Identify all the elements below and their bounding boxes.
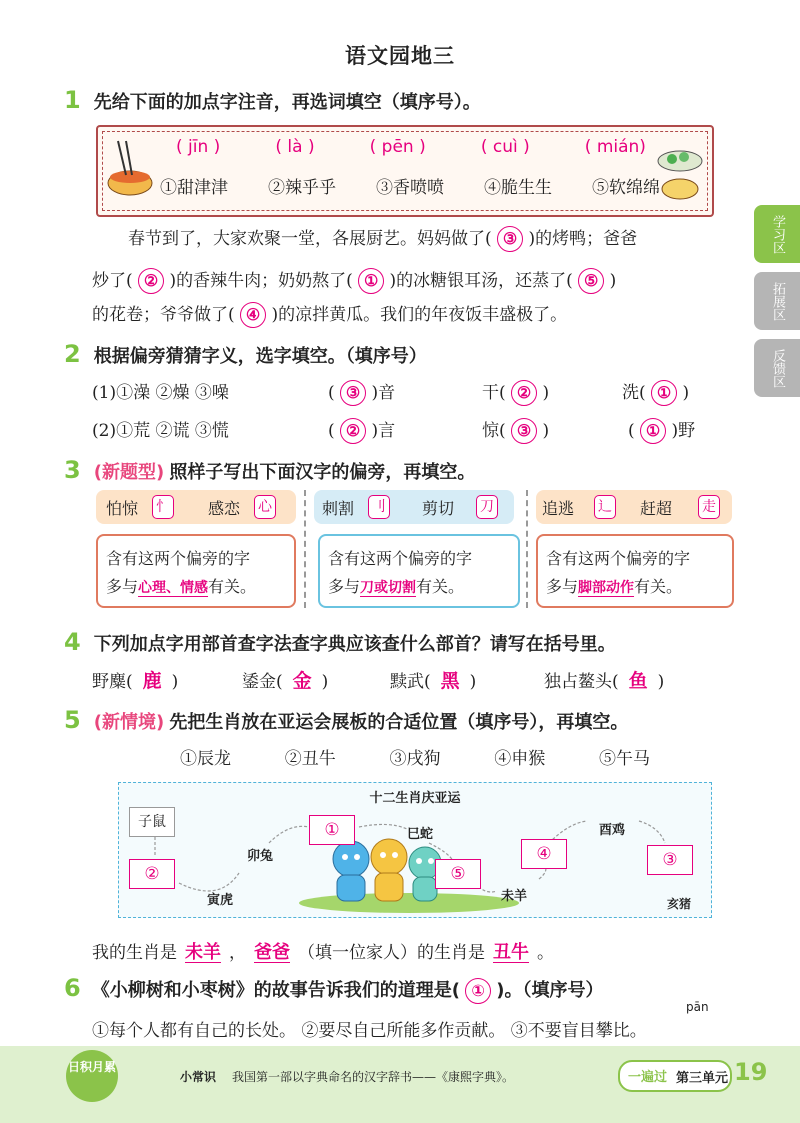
q4-items bbox=[92, 666, 732, 696]
q2-header bbox=[64, 340, 427, 368]
q1-text: 先给下面的加点字注音，再选词填空（填序号）。 bbox=[93, 92, 481, 113]
divider bbox=[526, 490, 528, 608]
text: ) bbox=[469, 672, 477, 692]
answer[interactable]: ① bbox=[651, 380, 677, 406]
word-5: ⑤软绵绵 bbox=[592, 178, 660, 198]
text: ( bbox=[628, 421, 635, 441]
divider bbox=[304, 490, 306, 608]
zodiac-sishe: 巳蛇 bbox=[407, 827, 434, 842]
q1-para-line1 bbox=[128, 224, 637, 252]
q2-text: 根据偏旁猜猜字义，选字填空。（填序号） bbox=[93, 346, 427, 367]
q6-options: ①每个人都有自己的长处。 ②要尽自己所能多作贡献。 ③不要盲目攀比。 bbox=[92, 1021, 647, 1041]
page-title: 语文园地三 bbox=[345, 44, 455, 68]
side-tab-expand[interactable]: 拓展区 bbox=[754, 272, 800, 330]
word-pair: 追逃 bbox=[542, 499, 575, 518]
q5-options bbox=[180, 744, 650, 769]
answer[interactable]: 丑牛 bbox=[493, 942, 529, 963]
text: ) bbox=[609, 271, 617, 291]
q2-row1-options: (1)①澡 ②燥 ③噪 bbox=[92, 383, 229, 403]
q4-number: 4 bbox=[64, 628, 81, 656]
q1-para-line3 bbox=[92, 300, 567, 328]
answer[interactable]: 黑 bbox=[440, 670, 460, 692]
radical-answer[interactable]: 辶 bbox=[594, 495, 616, 519]
q3-group2-box bbox=[318, 534, 520, 608]
q4-header bbox=[64, 628, 616, 656]
q6-text: 《小柳树和小枣树》的故事告诉我们的道理是( bbox=[91, 980, 461, 1001]
answer[interactable]: 脚部动作 bbox=[578, 580, 635, 596]
zodiac-weiyang: 未羊 bbox=[501, 889, 528, 904]
sentence: 含有这两个偏旁的字 bbox=[328, 549, 473, 568]
text: )言 bbox=[371, 421, 396, 441]
zodiac-answer-box-1[interactable]: ② bbox=[129, 859, 175, 889]
zodiac-option: ④申猴 bbox=[494, 749, 546, 769]
q3-group2-header bbox=[314, 490, 514, 524]
text: )野 bbox=[671, 421, 696, 441]
q3-group3-header bbox=[536, 490, 732, 524]
word-pair: 剪切 bbox=[422, 499, 455, 518]
page-number: 19 bbox=[734, 1058, 768, 1086]
pinyin-2: ( là ) bbox=[275, 137, 315, 157]
text: )音 bbox=[371, 383, 396, 403]
pinyin-4: ( cuì ) bbox=[480, 137, 530, 157]
q5-header bbox=[64, 706, 628, 734]
q4-text: 下列加点字用部首查字法查字典应该查什么部首？请写在括号里。 bbox=[93, 634, 616, 655]
text: 干( bbox=[482, 383, 506, 403]
answer[interactable]: ③ bbox=[511, 418, 537, 444]
text: ) bbox=[542, 383, 550, 403]
zodiac-zishu: 子鼠 bbox=[129, 807, 175, 837]
zodiac-answer-box-5[interactable]: ③ bbox=[647, 845, 693, 875]
radical-answer[interactable]: 走 bbox=[698, 495, 720, 519]
pinyin-5: ( mián) bbox=[584, 137, 646, 157]
zodiac-maotu: 卯兔 bbox=[247, 849, 274, 864]
q2-row2-options: (2)①荒 ②谎 ③慌 bbox=[92, 421, 229, 441]
radical-answer[interactable]: 刀 bbox=[476, 495, 498, 519]
footer-brand-pill bbox=[618, 1060, 732, 1092]
text: 洗( bbox=[622, 383, 646, 403]
word-1: ①甜津津 bbox=[160, 178, 228, 198]
text: 有关。 bbox=[416, 577, 465, 596]
text: 野麋( bbox=[92, 672, 133, 692]
text: ) bbox=[682, 383, 690, 403]
q5-number: 5 bbox=[64, 706, 81, 734]
radical-answer[interactable]: 忄 bbox=[152, 495, 174, 519]
q3-group3-box bbox=[536, 534, 734, 608]
sentence: 含有这两个偏旁的字 bbox=[546, 549, 691, 568]
pinyin-3: ( pēn ) bbox=[369, 137, 426, 157]
radical-answer[interactable]: 心 bbox=[254, 495, 276, 519]
text: ) bbox=[171, 672, 179, 692]
side-tab-study[interactable]: 学习区 bbox=[754, 205, 800, 263]
q5-text: 先把生肖放在亚运会展板的合适位置（填序号），再填空。 bbox=[169, 712, 629, 733]
q1-words-row bbox=[160, 173, 660, 198]
answer[interactable]: 鹿 bbox=[142, 670, 162, 692]
text: )的香辣牛肉；奶奶熬了( bbox=[169, 271, 353, 291]
answer[interactable]: ② bbox=[138, 268, 164, 294]
zodiac-answer-box-4[interactable]: ④ bbox=[521, 839, 567, 869]
text: )的冰糖银耳汤，还蒸了( bbox=[389, 271, 573, 291]
answer[interactable]: 爸爸 bbox=[254, 942, 290, 963]
text: ， bbox=[229, 943, 246, 963]
text: 多与 bbox=[546, 577, 579, 596]
q1-para-line2 bbox=[92, 266, 616, 294]
text: 的花卷；爷爷做了( bbox=[92, 305, 235, 325]
word-3: ③香喷喷 bbox=[376, 178, 444, 198]
text: ( bbox=[328, 421, 335, 441]
text: 多与 bbox=[106, 577, 139, 596]
text: 炒了( bbox=[92, 271, 133, 291]
q3-number: 3 bbox=[64, 456, 81, 484]
q5-fill bbox=[92, 938, 554, 964]
footer-badge: 日积月累 bbox=[66, 1050, 118, 1102]
food-bowl-icon bbox=[104, 137, 156, 203]
zodiac-option: ②丑牛 bbox=[284, 749, 336, 769]
q3-text: 照样子写出下面汉字的偏旁，再填空。 bbox=[169, 462, 476, 483]
side-tab-feedback[interactable]: 反馈区 bbox=[754, 339, 800, 397]
q3-group1-header bbox=[96, 490, 296, 524]
q3-header bbox=[64, 456, 475, 484]
text: 鋈金( bbox=[242, 672, 283, 692]
text: ( bbox=[328, 383, 335, 403]
word-pair: 赶超 bbox=[640, 499, 673, 518]
q1-number: 1 bbox=[64, 86, 81, 114]
brand-name: 一遍过 bbox=[628, 1070, 668, 1085]
text: 有关。 bbox=[634, 577, 683, 596]
answer[interactable]: ② bbox=[511, 380, 537, 406]
answer[interactable]: 金 bbox=[292, 670, 312, 692]
text: ) bbox=[542, 421, 550, 441]
zodiac-option: ⑤午马 bbox=[599, 749, 650, 769]
text: 春节到了，大家欢聚一堂，各展厨艺。妈妈做了( bbox=[128, 229, 492, 249]
answer[interactable]: 鱼 bbox=[628, 670, 648, 692]
answer[interactable]: ④ bbox=[240, 302, 266, 328]
radical-answer[interactable]: 刂 bbox=[368, 495, 390, 519]
word-pair: 刺割 bbox=[322, 499, 355, 518]
zodiac-option: ①辰龙 bbox=[180, 749, 231, 769]
text: （填一位家人）的生肖是 bbox=[298, 943, 485, 963]
q5-tag: (新情境) bbox=[93, 712, 165, 733]
board-title: 十二生肖庆亚运 bbox=[369, 791, 461, 806]
text: 我的生肖是 bbox=[92, 943, 177, 963]
answer[interactable]: 刀或切割 bbox=[360, 580, 417, 596]
zodiac-board bbox=[118, 782, 712, 918]
text: 惊( bbox=[482, 421, 506, 441]
answer[interactable]: ⑤ bbox=[578, 268, 604, 294]
q6-number: 6 bbox=[64, 974, 81, 1002]
text: )的凉拌黄瓜。我们的年夜饭丰盛极了。 bbox=[271, 305, 568, 325]
text: 黩武( bbox=[390, 672, 431, 692]
text: 。 bbox=[537, 943, 554, 963]
footer-label: 小常识 bbox=[180, 1070, 217, 1084]
word-pair: 怕惊 bbox=[106, 499, 139, 518]
word-4: ④脆生生 bbox=[484, 178, 552, 198]
unit-label: 第三单元 bbox=[676, 1071, 729, 1086]
sentence: 含有这两个偏旁的字 bbox=[106, 549, 251, 568]
zodiac-haizhu: 亥猪 bbox=[667, 897, 692, 911]
answer[interactable]: ③ bbox=[340, 380, 366, 406]
word-2: ②辣乎乎 bbox=[268, 178, 336, 198]
q2-row2 bbox=[92, 416, 732, 446]
zodiac-yinhu: 寅虎 bbox=[207, 893, 234, 908]
text: ) bbox=[321, 672, 329, 692]
q1-pinyin-row bbox=[176, 137, 646, 157]
answer[interactable]: ③ bbox=[497, 226, 523, 252]
q2-row1 bbox=[92, 378, 732, 408]
answer[interactable]: 未羊 bbox=[185, 942, 221, 963]
pinyin-1: ( jīn ) bbox=[176, 137, 221, 157]
zodiac-answer-box-3[interactable]: ⑤ bbox=[435, 859, 481, 889]
answer[interactable]: 心理、情感 bbox=[138, 580, 209, 596]
q1-header bbox=[64, 86, 481, 114]
text: )的烤鸭；爸爸 bbox=[528, 229, 638, 249]
answer[interactable]: ② bbox=[340, 418, 366, 444]
q2-number: 2 bbox=[64, 340, 81, 368]
text: 独占鳌头( bbox=[544, 672, 619, 692]
zodiac-option: ③戌狗 bbox=[389, 749, 441, 769]
q6-pinyin: pān bbox=[686, 1000, 709, 1014]
food-plate-icon bbox=[654, 137, 706, 203]
text: ) bbox=[657, 672, 665, 692]
zodiac-youji: 酉鸡 bbox=[599, 823, 626, 838]
footer-tip: 我国第一部以字典命名的汉字辞书——《康熙字典》。 bbox=[232, 1070, 515, 1084]
q6-header bbox=[64, 974, 603, 1004]
q3-group1-box bbox=[96, 534, 296, 608]
q3-tag: (新题型) bbox=[93, 462, 165, 483]
q1-word-panel bbox=[96, 125, 714, 217]
q6-text: )。（填序号） bbox=[496, 980, 604, 1001]
text: 有关。 bbox=[208, 577, 257, 596]
answer[interactable]: ① bbox=[465, 978, 491, 1004]
zodiac-answer-box-2[interactable]: ① bbox=[309, 815, 355, 845]
answer[interactable]: ① bbox=[358, 268, 384, 294]
word-pair: 感恋 bbox=[208, 499, 241, 518]
answer[interactable]: ① bbox=[640, 418, 666, 444]
text: 多与 bbox=[328, 577, 361, 596]
